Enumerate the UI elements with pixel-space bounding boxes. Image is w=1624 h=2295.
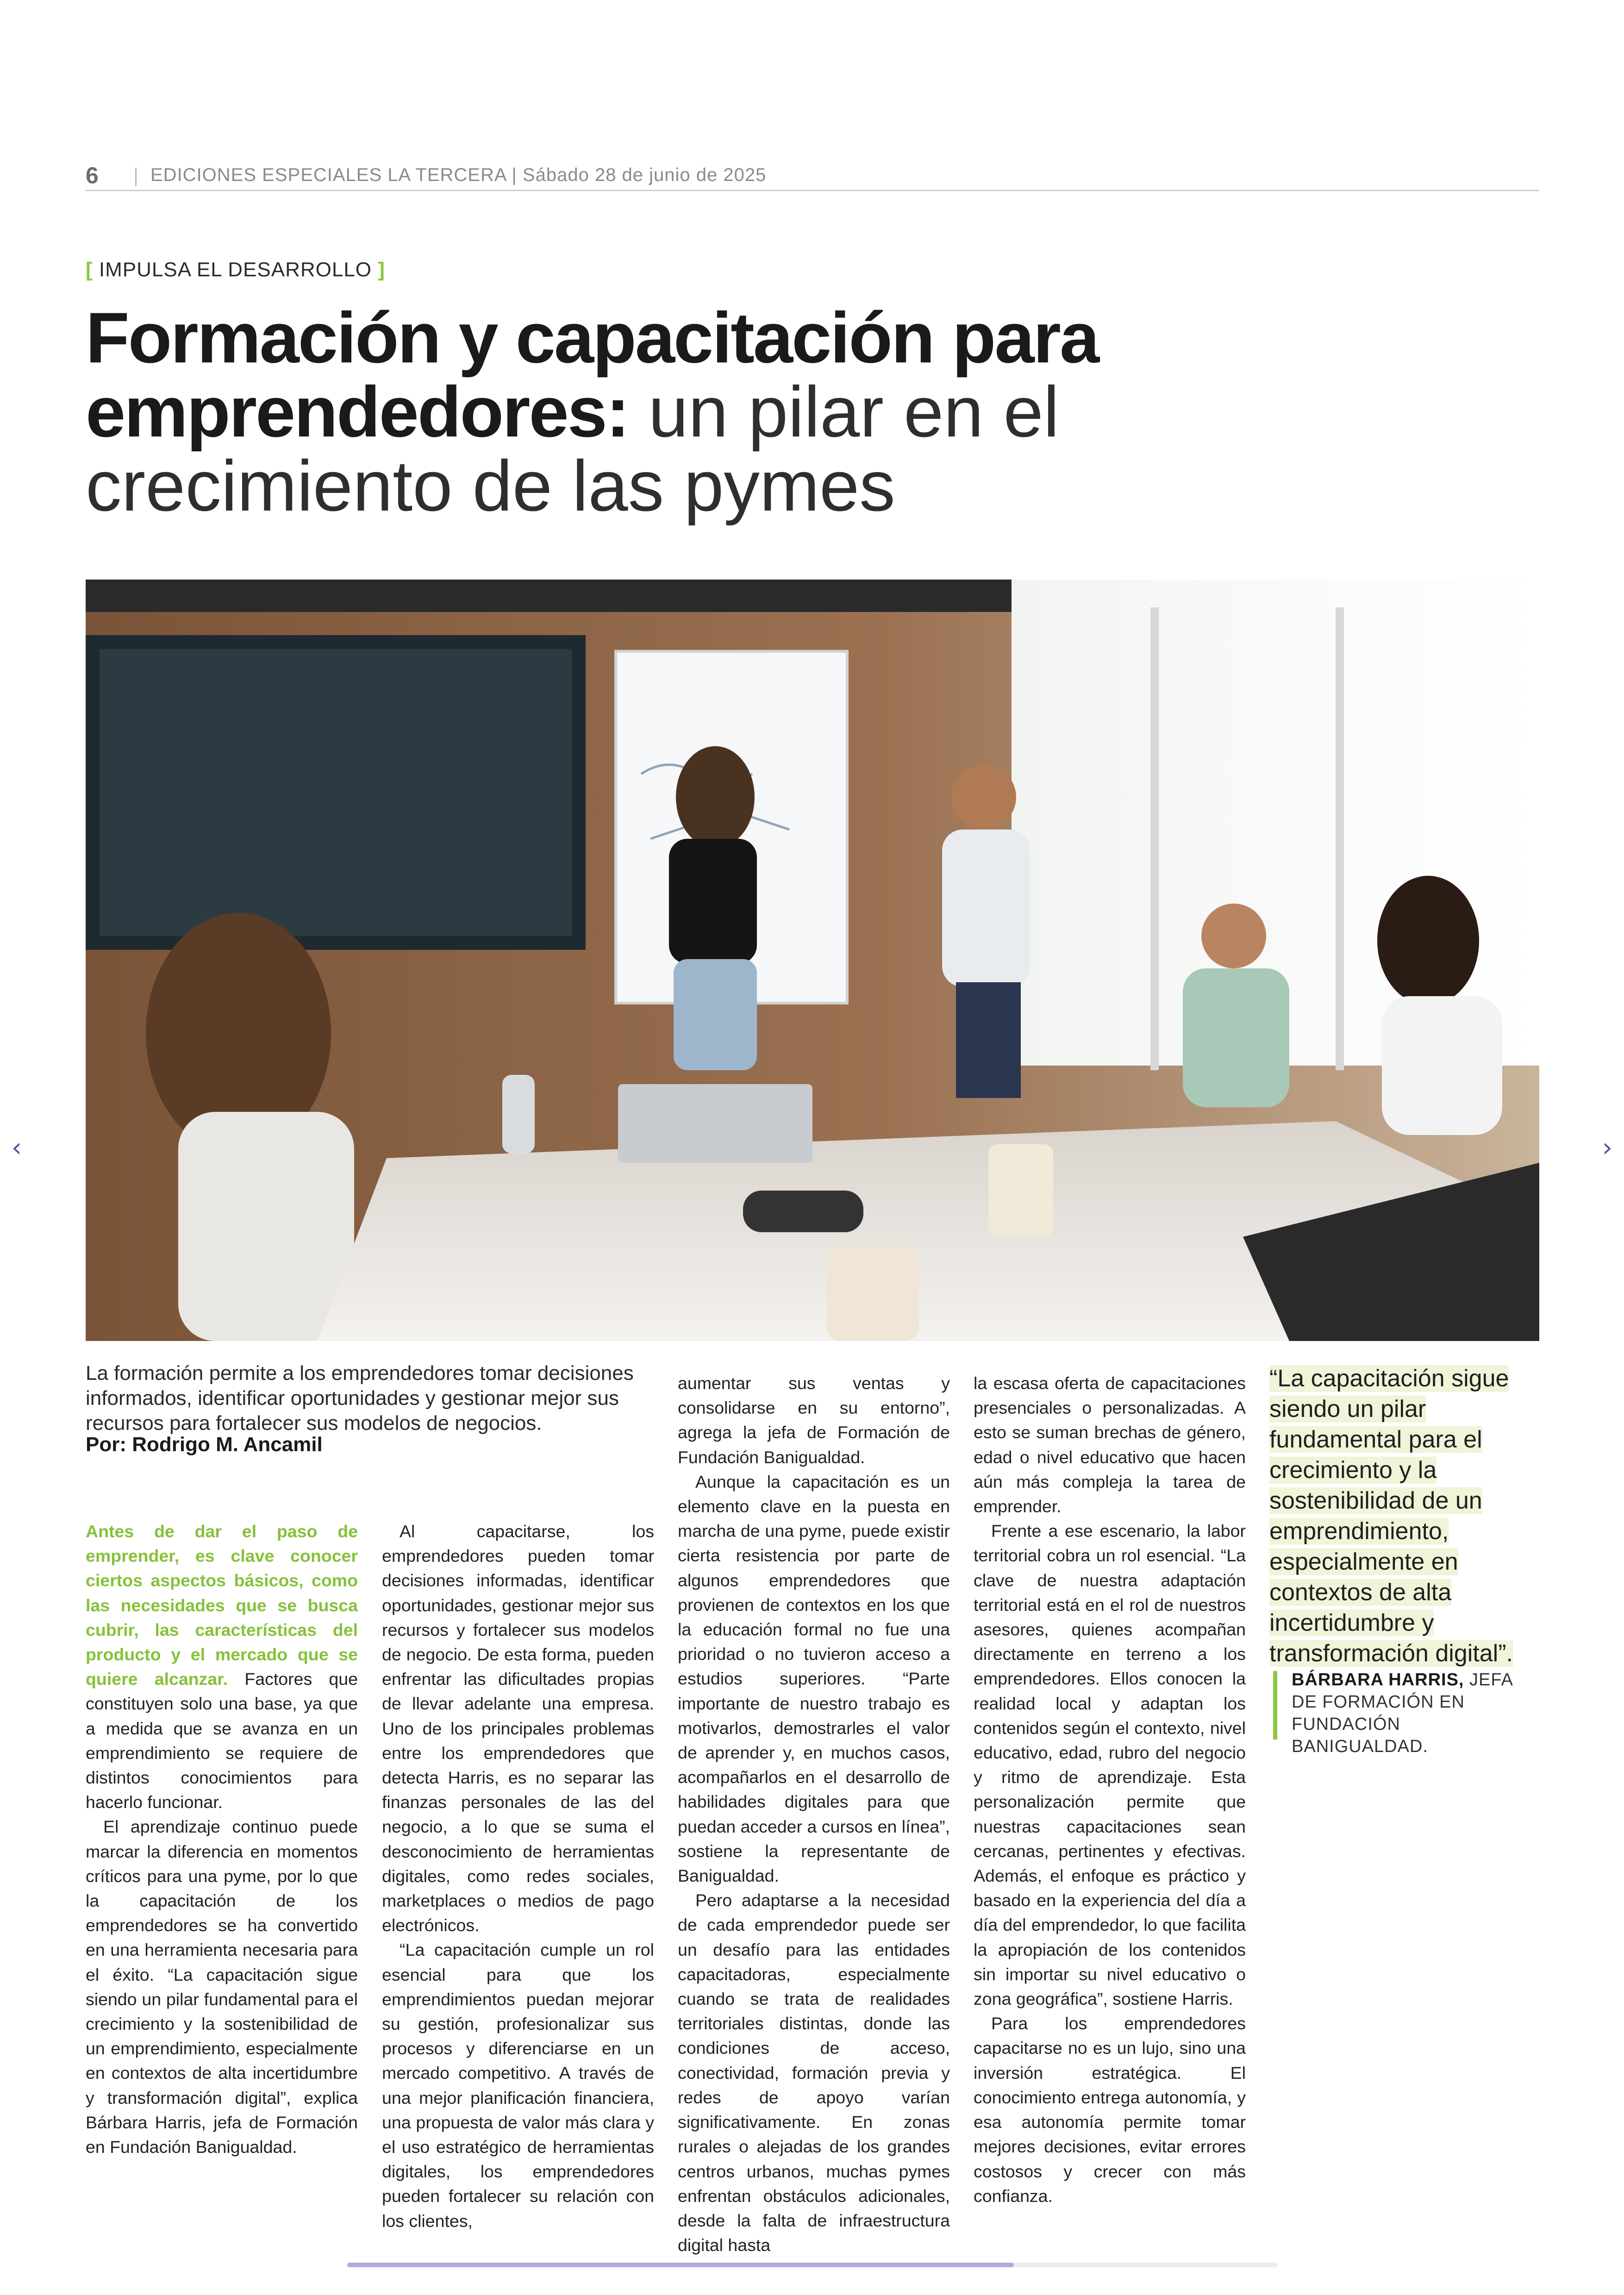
page-number: 6	[86, 162, 99, 188]
byline: Por: Rodrigo M. Ancamil	[86, 1433, 323, 1456]
article-column-4	[974, 1371, 1246, 2208]
section-bracket-open: [	[86, 258, 93, 281]
article-photo	[86, 580, 1539, 1341]
section-bracket-close: ]	[378, 258, 385, 281]
headline-bold-line1: Formación y capacitación para	[86, 298, 1099, 378]
lead-paragraph-rest: Factores que constituyen solo una base, ya que a medida que se avanza en un emprendimiento se requiere de distintos conocimientos para hacerlo funcionar.	[86, 1669, 358, 1812]
chevron-left-icon[interactable]: ‹	[11, 1133, 22, 1163]
paragraph: El aprendizaje continuo puede marcar la diferencia en momentos críticos para una pyme, por lo que la capacitación de los emprendedores se ha convertido en una herramienta necesaria para el éxito. “La capacitación sigue siendo un pilar fundamental para el crecimiento y la sostenibilidad de un emprendimiento, especialmente en contextos de alta incertidumbre y transformación digital”, explica Bárbara Harris, jefa de Formación en Fundación Banigualdad.	[86, 1817, 358, 2157]
paragraph: la escasa oferta de capacitaciones presenciales o personalizadas. A esto se suman brechas de género, edad o nivel educativo que hacen aún más compleja la tarea de emprender.	[974, 1373, 1246, 1516]
attribution-role: JEFA DE FORMACIÓN EN FUNDACIÓN BANIGUALDAD.	[1292, 1670, 1512, 1756]
chevron-right-icon[interactable]: ›	[1602, 1133, 1613, 1163]
pull-quote-text: “La capacitación sigue siendo un pilar fundamental para el crecimiento y la sostenibilidad de un emprendimiento, especialmente en contextos de alta incertidumbre y transformación digital”.	[1269, 1365, 1513, 1667]
paragraph: aumentar sus ventas y consolidarse en su entorno”, agrega la jefa de Formación de Fundación Banigualdad.	[678, 1373, 950, 1467]
pull-quote	[1269, 1363, 1545, 1669]
paragraph: Al capacitarse, los emprendedores pueden tomar decisiones informadas, identificar oportunidades, gestionar mejor sus recursos y fortalecer sus modelos de negocio. De esta forma, pueden enfrentar las dificultades propias de llevar adelante una empresa. Uno de los principales problemas entre los emprendedores que detecta Harris, es no separar las finanzas personales de las del negocio, a lo que se suma el desconocimiento de herramientas digitales, como redes sociales, marketplaces o medios de pago electrónicos.	[382, 1522, 654, 1935]
page-header	[86, 161, 1539, 191]
paragraph: Para los emprendedores capacitarse no es un lujo, sino una inversión estratégica. El conocimiento entrega autonomía, y esa autonomía permite tomar mejores decisiones, evitar errores costosos y crecer con más confianza.	[974, 2014, 1246, 2206]
paragraph: “La capacitación cumple un rol esencial para que los emprendimientos puedan mejorar su gestión, profesionalizar sus procesos y diferenciarse en un mercado competitivo. A través de una mejor planificación financiera, una propuesta de valor más clara y el uso estratégico de herramientas digitales, los emprendedores pueden fortalecer su relación con los clientes,	[382, 1940, 654, 2231]
office-meeting-illustration	[86, 580, 1539, 1341]
article-column-1	[86, 1519, 358, 2159]
lead-in: Antes de dar el paso de emprender, es clave conocer ciertos aspectos básicos, como las necesidades que se busca cubrir, las características del producto y el mercado que se quiere alcanzar.	[86, 1522, 358, 1689]
header-divider	[135, 168, 137, 186]
headline	[86, 298, 1428, 526]
attribution-bar	[1273, 1671, 1277, 1740]
headline-light-line3: crecimiento de las pymes	[86, 446, 895, 526]
photo-caption: La formación permite a los emprendedores tomar decisiones informados, identificar oportunidades y gestionar mejor sus recursos para fortalecer sus modelos de negocios.	[86, 1362, 634, 1434]
paragraph: Pero adaptarse a la necesidad de cada emprendedor puede ser un desafío para las entidades capacitadoras, especialmente cuando se trata de realidades territoriales distintas, donde las condiciones de acceso, conectividad, formación previa y redes de apoyo varían significativamente. En zonas rurales o alejadas de los grandes centros urbanos, muchas pymes enfrentan obstáculos adicionales, desde la falta de infraestructura digital hasta	[678, 1890, 950, 2255]
article-column-2	[382, 1519, 654, 2233]
attribution-name: BÁRBARA HARRIS,	[1292, 1670, 1464, 1690]
quote-attribution	[1292, 1669, 1542, 1758]
paragraph: Frente a ese escenario, la labor territorial cobra un rol esencial. “La clave de nuestra adaptación territorial está en el rol de nuestros asesores, quienes acompañan directamente en terreno a los emprendedores. Ellos conocen la realidad local y adaptan los contenidos según el contexto, nivel educativo, edad, rubro del negocio y ritmo de aprendizaje. Esta personalización permite que nuestras capacitaciones sean cercanas, pertinentes y efectivas. Además, el enfoque es práctico y basado en la experiencia del día a día del emprendedor, lo que facilita la apropiación de los contenidos sin importar su nivel educativo o zona geográfica”, sostiene Harris.	[974, 1521, 1246, 2009]
headline-bold-line2: emprendedores:	[86, 372, 629, 452]
section-tag	[86, 258, 385, 281]
section-label: IMPULSA EL DESARROLLO	[99, 258, 372, 281]
article-column-3	[678, 1371, 950, 2258]
scroll-thumb[interactable]	[347, 2263, 1014, 2267]
paragraph	[86, 1519, 358, 1815]
publication-line: EDICIONES ESPECIALES LA TERCERA | Sábado 28 de junio de 2025	[150, 165, 767, 185]
headline-light-line2: un pilar en el	[628, 372, 1060, 452]
header-rule	[86, 190, 1539, 191]
paragraph: Aunque la capacitación es un elemento clave en la puesta en marcha de una pyme, puede existir cierta resistencia por parte de algunos emprendedores que provienen de contextos en los que la educación formal no fue una prioridad o no tuvieron acceso a estudios superiores. “Parte importante de nuestro trabajo es motivarlos, demostrarles el valor de aprender y, en muchos casos, acompañarlos en el desarrollo de habilidades digitales para que puedan acceder a cursos en línea”, sostiene la representante de Banigualdad.	[678, 1472, 950, 1886]
